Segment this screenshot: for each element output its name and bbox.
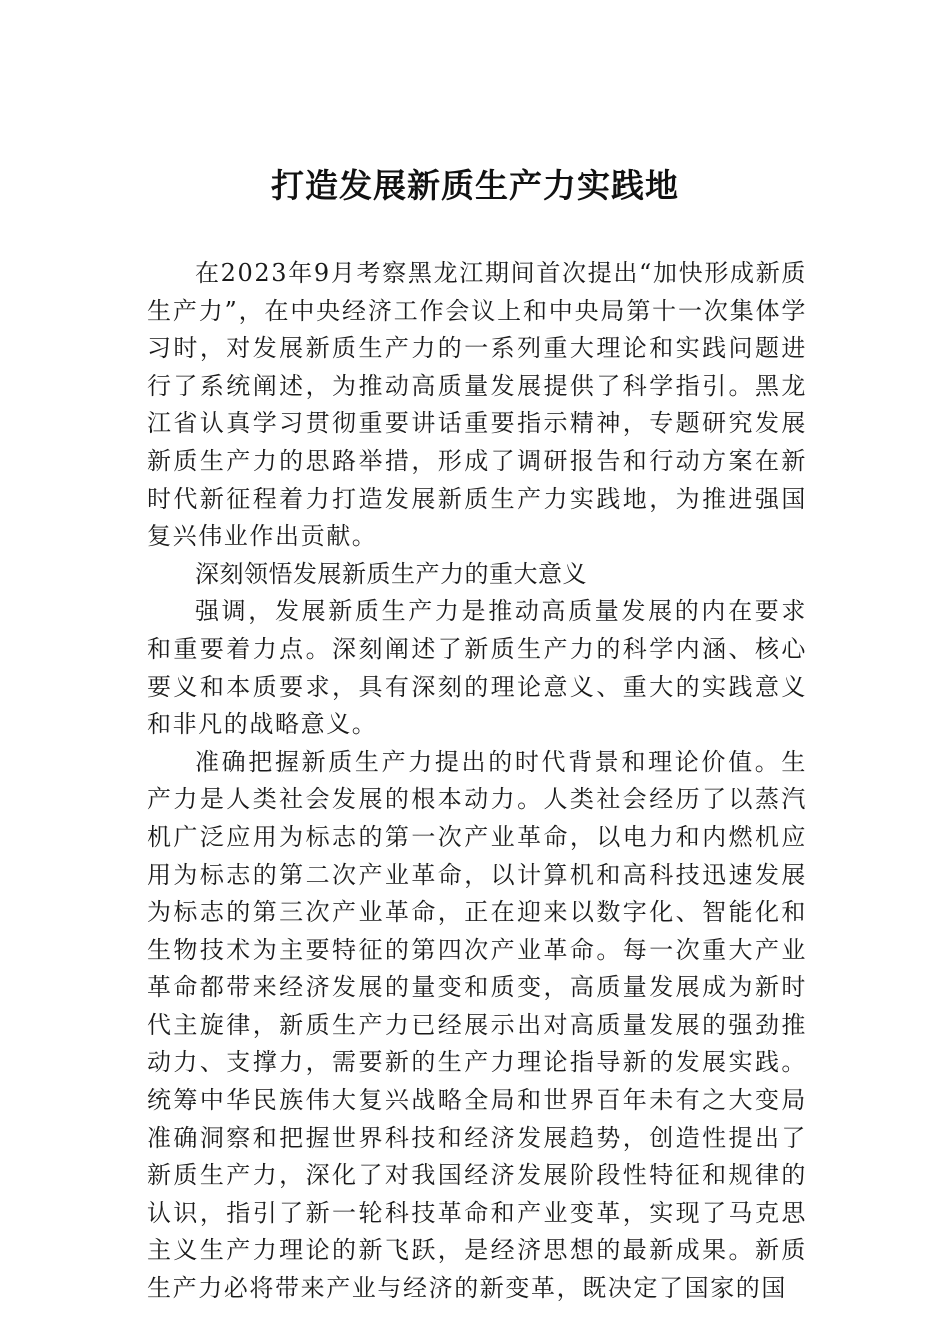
document-title: 打造发展新质生产力实践地 bbox=[271, 166, 679, 205]
body-paragraph: 准确把握新质生产力提出的时代背景和理论价值。生产力是人类社会发展的根本动力。人类社会经历了以蒸汽机广泛应用为标志的第一次产业革命，以电力和内燃机应用为标志的第二次产业革命，以计算机和高科技迅速发展为标志的第三次产业革命，正在迎来以数字化、智能化和生物技术为主要特征的第四次产业革命。每一次重大产业革命都带来经济发展的量变和质变，高质量发展成为新时代主旋律，新质生产力已经展示出对高质量发展的强劲推动力、支撑力，需要新的生产力理论指导新的发展实践。统筹中华民族伟大复兴战略全局和世界百年未有之大变局准确洞察和把握世界科技和经济发展趋势，创造性提出了新质生产力，深化了对我国经济发展阶段性特征和规律的认识，指引了新一轮科技革命和产业变革，实现了马克思主义生产力理论的新飞跃，是经济思想的最新成果。新质生产力必将带来产业与经济的新变革，既决定了国家的国 bbox=[147, 747, 807, 1303]
body-paragraph: 强调，发展新质生产力是推动高质量发展的内在要求和重要着力点。深刻阐述了新质生产力的科学内涵、核心要义和本质要求，具有深刻的理论意义、重大的实践意义和非凡的战略意义。 bbox=[147, 597, 807, 739]
section-heading: 深刻领悟发展新质生产力的重大意义 bbox=[195, 559, 587, 588]
document-body bbox=[147, 255, 807, 1308]
body-paragraph: 在2023年9月考察黑龙江期间首次提出“加快形成新质生产力”，在中央经济工作会议上和中央局第十一次集体学习时，对发展新质生产力的一系列重大理论和实践问题进行了系统阐述，为推动高质量发展提供了科学指引。黑龙江省认真学习贯彻重要讲话重要指示精神，专题研究发展新质生产力的思路举措，形成了调研报告和行动方案在新时代新征程着力打造发展新质生产力实践地，为推进强国复兴伟业作出贡献。 bbox=[147, 259, 807, 551]
